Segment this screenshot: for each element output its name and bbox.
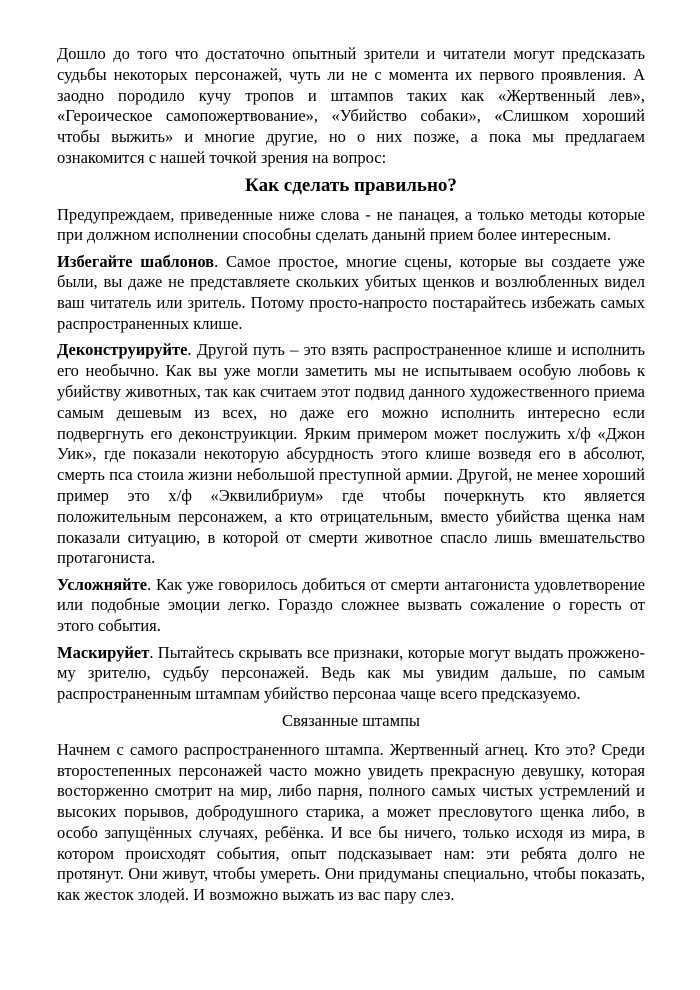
tip-text-deconstruct: . Другой путь – это взять распространенное клише и исполнить его необычно. Как вы уже могли заметить мы не испытываем особую любовь к убийству животных, так как считаем этот подвид данного художественного приема самым дешевым из всех, но даже его можно исполнить интересно если подвергнуть его деконструикции. Ярким примером может послужить х/ф «Джон Уик», где показали некоторую абсурдность этого клише возведя его в абсолют, смерть пса стоила жизни небольшой преступной армии. Другой, не менее хороший пример это х/ф «Эквилибриум» где чтобы почеркнуть кто является положительным персонажем, а кто отрицательным, вместо убийства щенка нам показали ситуацию, в которой от смерти животное спасло лишь вмешательство протагониста.	[57, 340, 645, 568]
tip-text-complicate: . Как уже говорилось добиться от смерти антагониста удовлетворение или подобные эмоции легко. Гораздо сложнее вызвать сожаление о горесть от этого события.	[57, 574, 645, 636]
closing-paragraph: Начнем с самого распространенного штампа. Жертвенный агнец. Кто это? Среди второстепенных персонажей часто можно увидеть прекрасную девушку, которая восторженно смотрит на мир, либо парня, полного самых чистых устремлений и высоких порывов, добродушного старика, а может пресловутого щенка либо, в особо запущённых случаях, ребёнка. И все бы ничего, только исходя из мира, в котором происходят события, опыт подсказывает нам: эти ребята долго не протянут. Они живут, чтобы умереть. Они придуманы специально, чтобы показать, как жесток злодей. И возможно выжать из вас пару слез.	[57, 739, 645, 905]
tip-lead-mask: Маскируйет	[57, 642, 150, 662]
tip-lead-deconstruct: Деконструируйте	[57, 340, 188, 360]
tip-lead-avoid-cliches: Избегайте шаблонов	[57, 251, 215, 271]
section-heading: Как сделать правильно?	[245, 174, 457, 196]
intro-paragraph: Дошло до того что достаточно опытный зрители и читатели могут предсказать судьбы некоторых персонажей, чуть ли не с момента их первого проявления. А заодно породило кучу тропов и штампов таких как «Жертвенный лев», «Героическое самопожертвование», «Убийство собаки», «Слишком хороший чтобы выжить» и многие другие, но о них позже, а пока мы предлагаем ознакомится с нашей точкой зрения на вопрос:	[57, 44, 645, 167]
tip-text-avoid-cliches: . Самое простое, многие сцены, которые вы создаете уже были, вы даже не представляете скольких убитых щенков и возлюбленных видел ваш читатель или зритель. Потому просто-напросто постарайтесь избежать самых распространенных клише.	[57, 251, 645, 334]
tip-paragraph-complicate	[57, 575, 645, 637]
related-cliches-subheading: Связанные штампы	[281, 710, 420, 730]
tip-lead-complicate: Усложняйте	[57, 574, 148, 594]
tip-paragraph-mask	[57, 643, 645, 705]
tip-text-mask: . Пытайтесь скрывать все признаки, которые могут выдать прожженому зрителю, судьбу персонажей. Ведь как мы увидим дальше, по самым распространенным штампам убийство персонаа чаще всего предсказуемо.	[57, 642, 645, 704]
tip-paragraph-deconstruct	[57, 340, 645, 569]
warning-paragraph: Предупреждаем, приведенные ниже слова - не панацея, а только методы которые при должном исполнении способны сделать данынй прием более интересным.	[57, 204, 645, 245]
tip-paragraph-avoid-cliches	[57, 252, 645, 335]
